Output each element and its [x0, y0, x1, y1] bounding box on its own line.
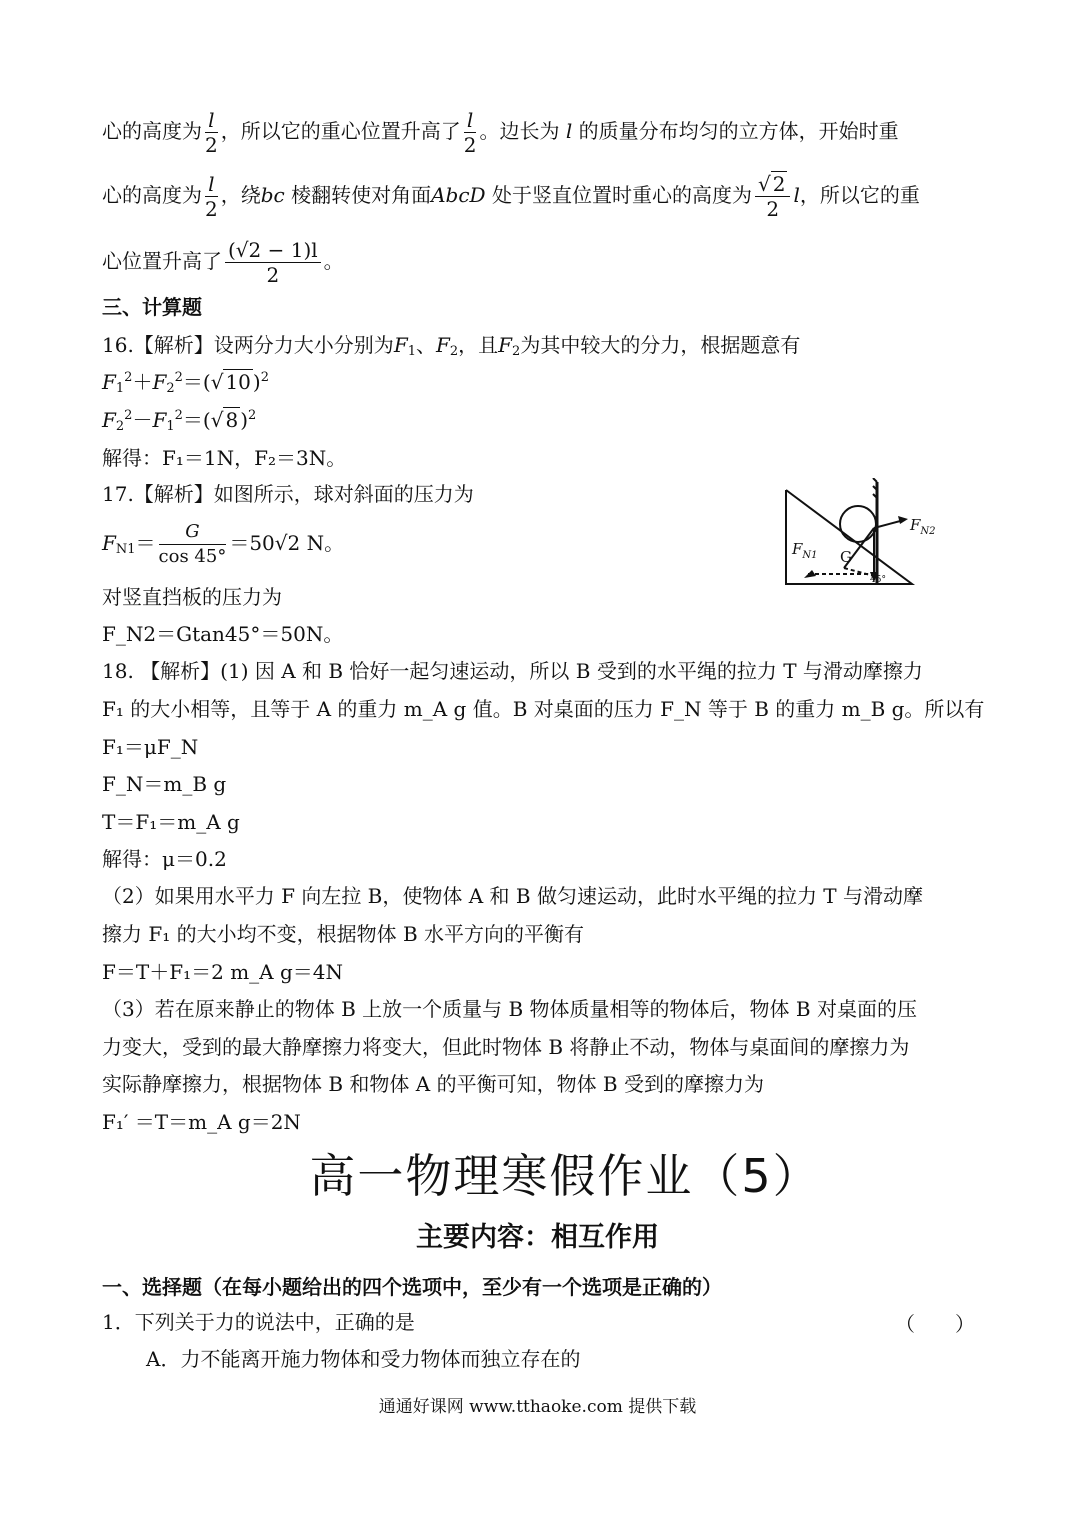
page-subtitle: 主要内容：相互作用: [416, 1222, 659, 1253]
fraction-sqrt2-over-2: $\frac{√ 2}{2}$: [755, 172, 790, 221]
q18-line-1: 18. 【解析】(1) 因 A 和 B 恰好一起匀速运动，所以 B 受到的水平绳的拉力 T 与滑动摩擦力: [102, 659, 923, 683]
q18-part2-line-2: 擦力 F₁ 的大小均不变，根据物体 B 水平方向的平衡有: [102, 922, 585, 946]
fraction-l-over-2: $\frac{l}{2}$: [205, 172, 218, 221]
label-angle: 45°: [870, 575, 886, 585]
q18-eq-2: F_N＝m_B g: [102, 772, 227, 796]
q18-part3-eq: F₁′ ＝T＝m_A g＝2N: [102, 1110, 301, 1134]
text: 心的高度为: [102, 119, 202, 143]
edge-bc: bc: [260, 183, 285, 207]
text: 心的高度为: [102, 183, 202, 207]
face-AbcD: AbcD: [431, 183, 486, 207]
q16-solution: 解得：F₁＝1N，F₂＝3N。: [102, 446, 347, 470]
q18-part3-line-3: 实际静摩擦力，根据物体 B 和物体 A 的平衡可知，物体 B 受到的摩擦力为: [102, 1072, 764, 1096]
section-heading-calc: 三、计算题: [102, 295, 202, 319]
text: 棱翻转使对角面: [291, 183, 432, 207]
q17-baffle: 对竖直挡板的压力为: [102, 585, 282, 609]
ball: [840, 506, 876, 542]
q18-part3-line-1: （3）若在原来静止的物体 B 上放一个质量与 B 物体质量相等的物体后，物体 B 对桌面的压: [102, 997, 917, 1021]
q16-eq1: $F_1^2+F_2^2=(√$ 10 )$^2$: [102, 370, 269, 396]
label-g: G: [840, 548, 852, 566]
q18-eq-1: F₁＝μF_N: [102, 735, 199, 759]
text: ，所以它的重心位置升高了: [220, 119, 461, 143]
q1-stem: 1．下列关于力的说法中，正确的是: [102, 1310, 415, 1334]
page-title: 高一物理寒假作业（5）: [309, 1149, 821, 1203]
label-fn2: $F_{N2}$: [910, 516, 936, 537]
fraction-sqrt2-minus-1: $\frac{(√2 - 1)l}{2}$: [225, 238, 321, 287]
text: 。边长为: [479, 119, 560, 143]
variable-l: l: [565, 119, 573, 143]
q17-fn1-eq: $F_{N1}=$ $\frac{G}{\cos 45^\circ}$ ＝50√2 N。: [102, 521, 345, 567]
section-heading-choice: 一、选择题（在每小题给出的四个选项中，至少有一个选项是正确的）: [102, 1275, 722, 1299]
fraction-l-over-2: $\frac{l}{2}$: [205, 108, 218, 157]
q17-fn2-eq: F_N2＝Gtan45°＝50N。: [102, 622, 344, 646]
force-diagram: [782, 478, 952, 588]
text: ，所以它的重: [799, 183, 920, 207]
q16-intro: 16.【解析】设两分力大小分别为$F_1$、$F_2$，且$F_2$为其中较大的分力，根据题意有: [102, 333, 801, 359]
text: 。: [323, 249, 344, 273]
variable-l: l: [793, 183, 800, 207]
q1-option-a: A．力不能离开施力物体和受力物体而独立存在的: [146, 1347, 581, 1371]
q16-eq2: $F_2^2-F_1^2=(√$ 8 )$^2$: [102, 408, 257, 434]
fraction-l-over-2: $\frac{l}{2}$: [463, 108, 477, 157]
incline-triangle: [786, 490, 912, 584]
footer: 通通好课网 www.tthaoke.com 提供下载: [378, 1397, 697, 1417]
text: 处于竖直位置时重心的高度为: [491, 183, 752, 207]
q15-line-3: [102, 238, 344, 287]
q18-part2-eq: F＝T＋F₁＝2 m_A g＝4N: [102, 960, 343, 984]
q18-eq-4: 解得：μ＝0.2: [102, 847, 227, 871]
text: ，绕: [220, 183, 261, 207]
q17-intro: 17.【解析】如图所示，球对斜面的压力为: [102, 482, 474, 506]
q15-line-1: [102, 108, 899, 157]
q15-line-2: [102, 172, 920, 221]
text: 的质量分布均匀的立方体，开始时重: [578, 119, 899, 143]
answer-paren: （ ）: [895, 1312, 975, 1336]
label-fn1: $F_{N1}$: [792, 540, 818, 561]
q18-part2-line-1: （2）如果用水平力 F 向左拉 B，使物体 A 和 B 做匀速运动，此时水平绳的拉力 T 与滑动摩: [102, 884, 923, 908]
text: 心位置升高了: [102, 249, 222, 273]
q18-part3-line-2: 力变大，受到的最大静摩擦力将变大，但此时物体 B 将静止不动，物体与桌面间的摩擦力为: [102, 1035, 910, 1059]
q18-line-2: F₁ 的大小相等，且等于 A 的重力 m_A g 值。B 对桌面的压力 F_N 等于 B 的重力 m_B g。所以有: [102, 697, 985, 721]
q18-eq-3: T＝F₁＝m_A g: [102, 810, 240, 834]
